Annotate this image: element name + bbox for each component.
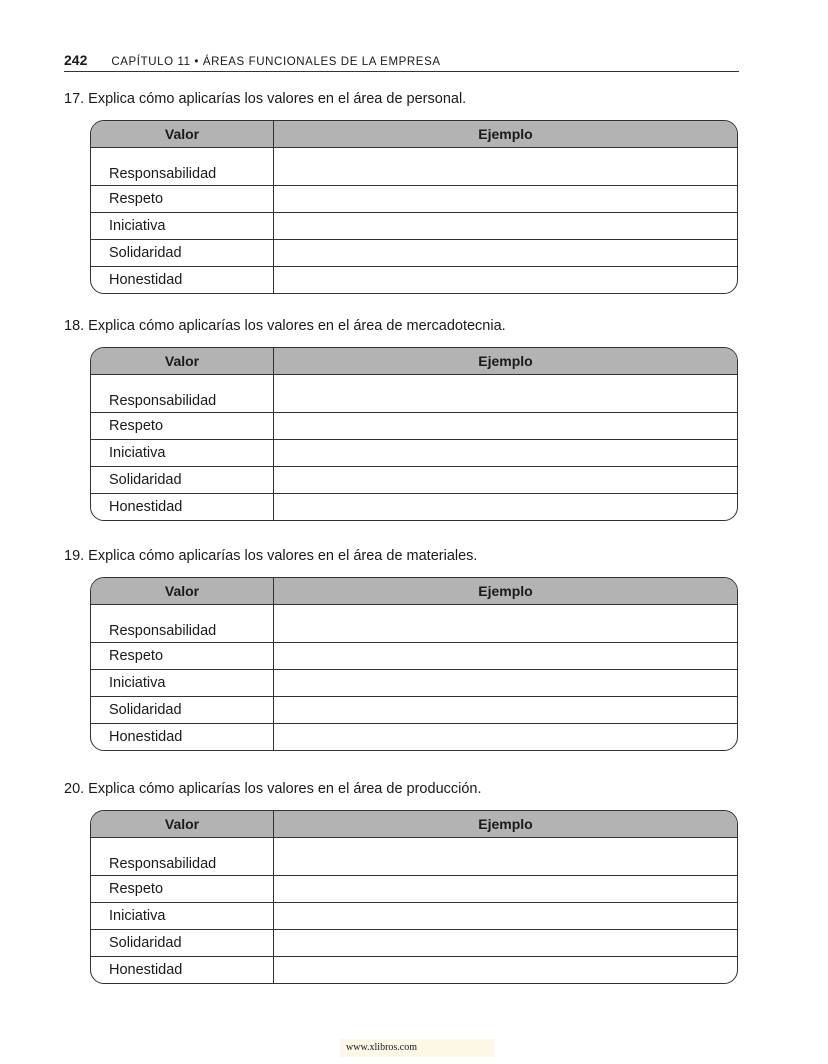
value-label: Responsabilidad xyxy=(91,605,274,643)
value-label: Respeto xyxy=(91,643,274,670)
example-cell[interactable] xyxy=(274,643,738,670)
example-cell[interactable] xyxy=(274,375,738,413)
question-17: 17. Explica cómo aplicarías los valores en el área de personal. xyxy=(64,91,467,107)
table-header-row xyxy=(91,578,737,605)
chapter-title: CAPÍTULO 11 • ÁREAS FUNCIONALES DE LA EMPRESA xyxy=(111,56,441,68)
example-cell[interactable] xyxy=(274,903,738,930)
example-cell[interactable] xyxy=(274,838,738,876)
table-row xyxy=(91,724,737,751)
example-cell[interactable] xyxy=(274,440,738,467)
table-row xyxy=(91,903,737,930)
value-label: Respeto xyxy=(91,413,274,440)
value-label: Honestidad xyxy=(91,957,274,984)
page-header xyxy=(64,52,739,72)
example-cell[interactable] xyxy=(274,957,738,984)
example-cell[interactable] xyxy=(274,186,738,213)
question-20: 20. Explica cómo aplicarías los valores en el área de producción. xyxy=(64,781,482,797)
value-label: Solidaridad xyxy=(91,697,274,724)
value-label: Honestidad xyxy=(91,267,274,294)
value-label: Iniciativa xyxy=(91,903,274,930)
table-row xyxy=(91,413,737,440)
column-header-ejemplo: Ejemplo xyxy=(274,578,738,605)
example-cell[interactable] xyxy=(274,240,738,267)
column-header-ejemplo: Ejemplo xyxy=(274,348,738,375)
table-row xyxy=(91,375,737,413)
values-table-produccion xyxy=(90,810,738,984)
table-row xyxy=(91,930,737,957)
table-row xyxy=(91,494,737,521)
example-cell[interactable] xyxy=(274,930,738,957)
values-table-materiales xyxy=(90,577,738,751)
column-header-valor: Valor xyxy=(91,348,274,375)
value-label: Iniciativa xyxy=(91,213,274,240)
value-label: Solidaridad xyxy=(91,930,274,957)
value-label: Responsabilidad xyxy=(91,375,274,413)
page-number: 242 xyxy=(64,52,88,68)
footer-url: www.xlibros.com xyxy=(340,1039,494,1057)
example-cell[interactable] xyxy=(274,724,738,751)
table-row xyxy=(91,148,737,186)
value-label: Honestidad xyxy=(91,724,274,751)
table-row xyxy=(91,838,737,876)
value-label: Respeto xyxy=(91,186,274,213)
table-header-row xyxy=(91,811,737,838)
value-label: Iniciativa xyxy=(91,440,274,467)
value-label: Responsabilidad xyxy=(91,148,274,186)
column-header-valor: Valor xyxy=(91,578,274,605)
example-cell[interactable] xyxy=(274,148,738,186)
column-header-valor: Valor xyxy=(91,121,274,148)
table-row xyxy=(91,213,737,240)
table-row xyxy=(91,643,737,670)
table-row xyxy=(91,876,737,903)
example-cell[interactable] xyxy=(274,413,738,440)
example-cell[interactable] xyxy=(274,467,738,494)
example-cell[interactable] xyxy=(274,697,738,724)
table-row xyxy=(91,605,737,643)
table-row xyxy=(91,670,737,697)
table-row xyxy=(91,957,737,984)
table-row xyxy=(91,186,737,213)
column-header-ejemplo: Ejemplo xyxy=(274,121,738,148)
table-row xyxy=(91,697,737,724)
table-row xyxy=(91,240,737,267)
question-19: 19. Explica cómo aplicarías los valores en el área de materiales. xyxy=(64,548,478,564)
question-18: 18. Explica cómo aplicarías los valores en el área de mercadotecnia. xyxy=(64,318,506,334)
table-header-row xyxy=(91,348,737,375)
values-table-personal xyxy=(90,120,738,294)
example-cell[interactable] xyxy=(274,267,738,294)
example-cell[interactable] xyxy=(274,213,738,240)
table-row xyxy=(91,440,737,467)
value-label: Honestidad xyxy=(91,494,274,521)
table-row xyxy=(91,467,737,494)
example-cell[interactable] xyxy=(274,876,738,903)
column-header-valor: Valor xyxy=(91,811,274,838)
table-header-row xyxy=(91,121,737,148)
value-label: Solidaridad xyxy=(91,240,274,267)
value-label: Iniciativa xyxy=(91,670,274,697)
example-cell[interactable] xyxy=(274,605,738,643)
table-row xyxy=(91,267,737,294)
example-cell[interactable] xyxy=(274,494,738,521)
value-label: Solidaridad xyxy=(91,467,274,494)
value-label: Responsabilidad xyxy=(91,838,274,876)
column-header-ejemplo: Ejemplo xyxy=(274,811,738,838)
value-label: Respeto xyxy=(91,876,274,903)
values-table-mercadotecnia xyxy=(90,347,738,521)
example-cell[interactable] xyxy=(274,670,738,697)
